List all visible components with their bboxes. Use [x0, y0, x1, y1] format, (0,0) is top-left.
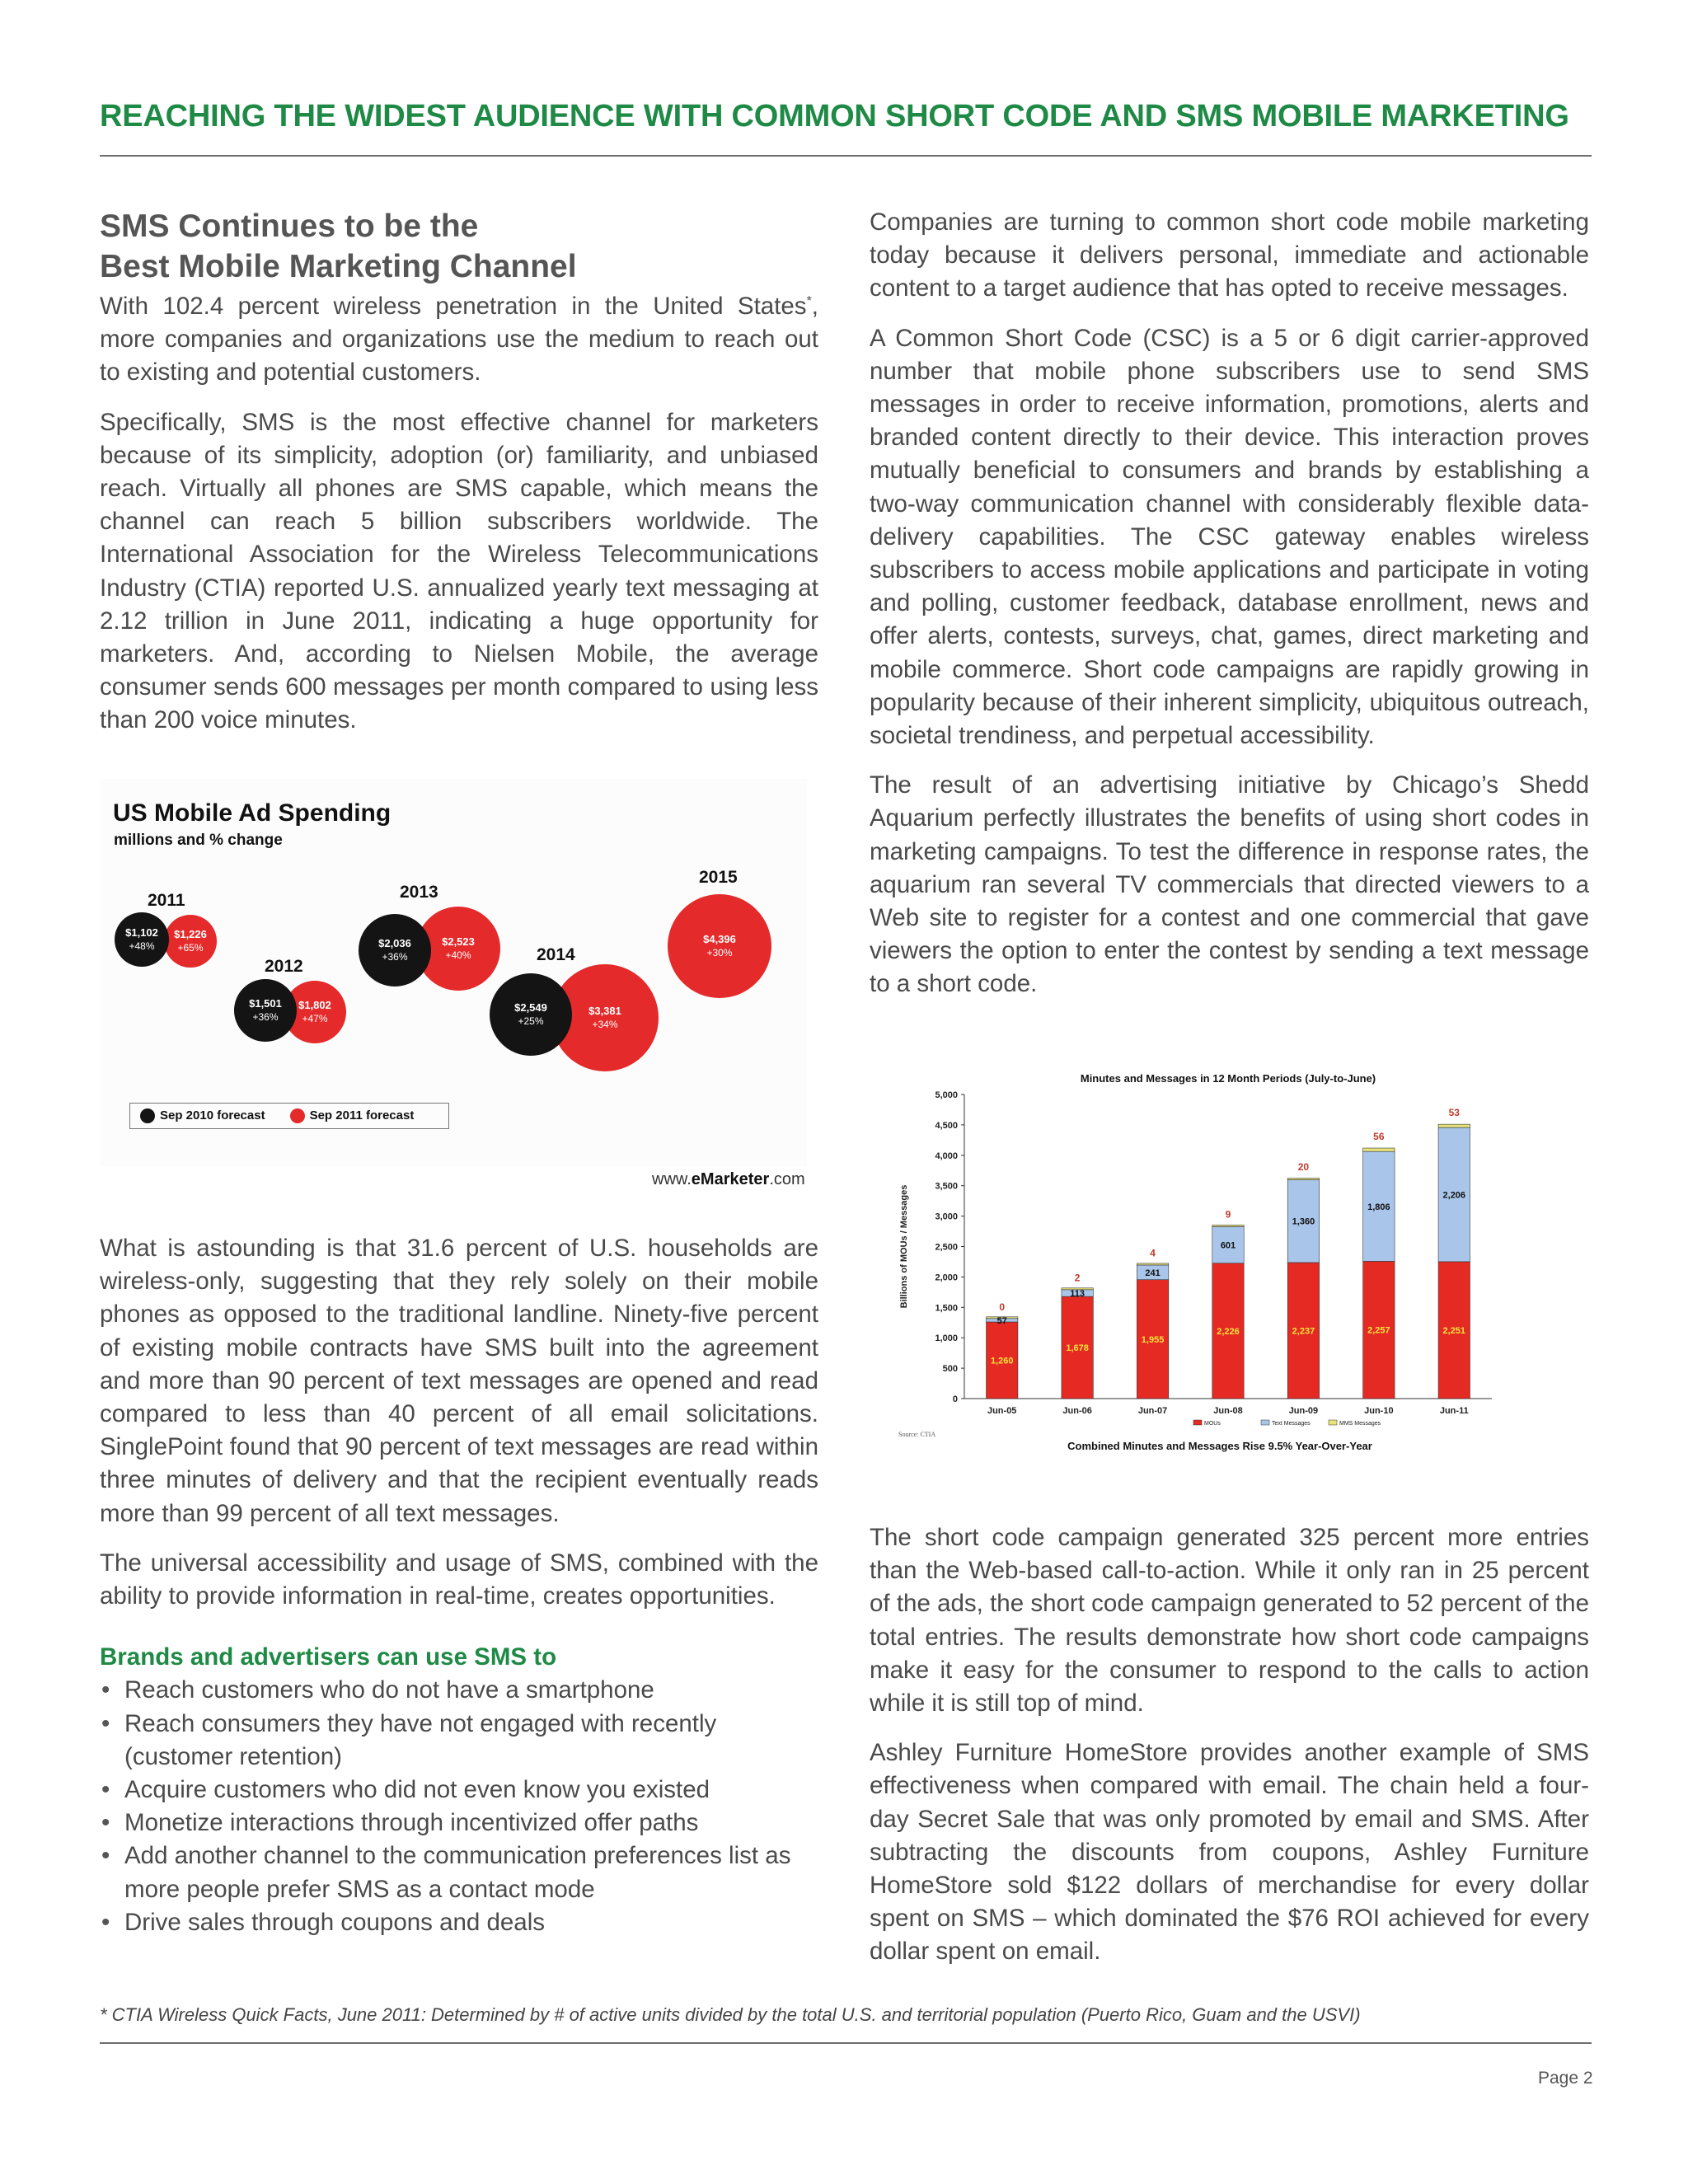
right-paragraph-4: The short code campaign generated 325 percent more entries than the Web-based call-to-action. While it only ran in 25 percent of the ads, the short code campaign generated to 52 percent of the total entries. The results demonstrate how short code campaigns make it easy for the consumer to respond to the calls to action while it is still top of mind.	[870, 1524, 1589, 1718]
data-label-mms: 20	[1297, 1161, 1310, 1174]
data-label-mous: 2,237	[1292, 1326, 1315, 1337]
us-mobile-ad-spending-figure	[100, 779, 807, 1188]
y-tick-label: 3,000	[935, 1212, 958, 1222]
brand-suffix: .com	[769, 1170, 805, 1188]
right-paragraph-1: Companies are turning to common short code mobile marketing today because it delivers personal, immediate and actionable content to a target audience that has opted to receive messages.	[870, 209, 1589, 302]
y-tick-label: 2,500	[935, 1242, 958, 1253]
minutes-messages-chart	[890, 1067, 1574, 1496]
bubble-pct: +30%	[706, 946, 733, 958]
left-paragraph-3: What is astounding is that 31.6 percent of U.S. households are wireless-only, suggesting that they rely solely on their mobile phones as opposed to the traditional landline. Ninety-five percent of existing mobile contracts have SMS built into the agreement and more than 90 percent of text messages are opened and read compared to less than 40 percent of all email solicitations. SinglePoint found that 90 percent of text messages are read within three minutes of delivery and that the recipient eventually reads more than 99 percent of all text messages.	[100, 1235, 818, 1527]
data-label-text-messages: 113	[1070, 1288, 1085, 1299]
right-paragraph-2: A Common Short Code (CSC) is a 5 or 6 digit carrier-approved number that mobile phone subscribers use to send SMS messages in order to receive information, promotions, alerts and branded content directly to their device. This interaction proves mutually beneficial to consumers and brands by establishing a two-way communication channel with considerably flexible data-delivery capabilities. The CSC gateway enables wireless subscribers to access mobile applications and participate in voting and polling, customer feedback, database enrollment, news and offer alerts, contests, surveys, chat, games, direct marketing and mobile commerce. Short code campaigns are rapidly growing in popularity because of their inherent simplicity, ubiquitous outreach, societal trendiness, and perpetual accessibility.	[870, 324, 1589, 750]
data-label-mous: 2,251	[1442, 1325, 1466, 1336]
bubble-pct: +25%	[518, 1015, 544, 1027]
p1-text: With 102.4 percent wireless penetration in the United States	[100, 293, 807, 320]
list-item: • Monetize interactions through incentivized offer paths	[100, 1807, 818, 1840]
y-tick-label: 5,000	[935, 1090, 958, 1100]
bubble-value: $2,549	[514, 1001, 547, 1015]
data-label-text-messages: 1,806	[1367, 1202, 1390, 1212]
y-tick-label: 1,500	[935, 1303, 958, 1314]
bubble-value: $2,036	[378, 937, 411, 950]
list-item: • Acquire customers who did not even know you existed	[100, 1774, 818, 1807]
left-column-lower	[100, 1232, 818, 1939]
legend-item-black	[140, 1108, 265, 1123]
x-tick-label: Jun-06	[1062, 1406, 1092, 1416]
data-label-mous: 2,257	[1367, 1325, 1390, 1336]
legend-swatch	[1193, 1420, 1202, 1425]
legend-swatch	[1261, 1420, 1269, 1425]
data-label-mous: 1,955	[1141, 1334, 1165, 1345]
bubble-value: $4,396	[703, 933, 736, 946]
y-tick-label: 1,000	[935, 1333, 958, 1344]
bubble-2013-black	[359, 914, 431, 987]
x-tick-label: Jun-05	[987, 1406, 1017, 1416]
bubble-value: $1,501	[249, 997, 282, 1010]
bubble-2011-red	[164, 915, 217, 968]
legend-label-red: Sep 2011 forecast	[309, 1108, 415, 1122]
section-heading-line2: Best Mobile Marketing Channel	[100, 249, 577, 284]
bar-mms-messages	[1137, 1263, 1168, 1265]
x-tick-label: Jun-11	[1439, 1406, 1469, 1416]
section-heading-line1: SMS Continues to be the	[100, 209, 479, 244]
bubble-2011-black	[115, 912, 169, 967]
y-tick-label: 4,500	[935, 1120, 958, 1131]
data-label-mms: 0	[999, 1301, 1006, 1313]
legend-label: Text Messages	[1272, 1421, 1311, 1427]
ad-figure-legend	[129, 1103, 449, 1129]
bubble-pct: +36%	[252, 1010, 279, 1023]
bar-mms-messages	[1363, 1148, 1395, 1151]
data-label-text-messages: 57	[996, 1315, 1007, 1326]
chart-source: Source: CTIA	[898, 1431, 936, 1438]
data-label-text-messages: 241	[1145, 1268, 1160, 1278]
x-tick-label: Jun-08	[1213, 1406, 1243, 1416]
y-tick-label: 4,000	[935, 1151, 958, 1161]
right-column-lower	[870, 1521, 1589, 1985]
legend-label-black: Sep 2010 forecast	[160, 1108, 265, 1122]
brands-bullet-list	[100, 1674, 818, 1939]
data-label-mous: 2,226	[1217, 1326, 1240, 1337]
y-tick-label: 3,500	[935, 1181, 958, 1192]
bubble-pct: +36%	[382, 950, 408, 963]
bubble-2015-red	[668, 894, 771, 998]
bar-mms-messages	[1212, 1225, 1244, 1226]
chart-subtitle: Combined Minutes and Messages Rise 9.5% Year-Over-Year	[1067, 1440, 1372, 1452]
list-item: • Reach consumers they have not engaged with recently (customer retention)	[100, 1708, 818, 1774]
left-column	[100, 206, 818, 754]
year-label-2014: 2014	[537, 945, 575, 964]
bubble-pct: +40%	[445, 949, 471, 961]
bubble-2014-black	[490, 973, 572, 1056]
bubble-2012-black	[234, 979, 297, 1042]
legend-dot-black	[140, 1108, 155, 1123]
footer-rule	[100, 2042, 1592, 2044]
year-label-2015: 2015	[699, 868, 738, 887]
year-label-2013: 2013	[400, 883, 438, 902]
year-label-2011: 2011	[148, 891, 185, 910]
y-axis-label: Billions of MOUs / Messages	[899, 1184, 909, 1309]
right-column	[870, 206, 1589, 1018]
page-number: Page 2	[1538, 2069, 1593, 2088]
bubble-value: $1,802	[298, 999, 331, 1012]
brand-prefix: www.	[652, 1170, 692, 1188]
bar-mms-messages	[1287, 1179, 1319, 1180]
bubble-pct: +47%	[302, 1012, 328, 1024]
ad-figure-title: US Mobile Ad Spending	[113, 799, 392, 827]
data-label-text-messages: 2,206	[1442, 1190, 1466, 1201]
legend-label: MOUs	[1204, 1421, 1221, 1427]
list-item: • Reach customers who do not have a smartphone	[100, 1674, 818, 1707]
page-header-title: REACHING THE WIDEST AUDIENCE WITH COMMON SHORT CODE AND SMS MOBILE MARKETING	[100, 99, 1569, 134]
ad-figure-subtitle: millions and % change	[114, 832, 283, 849]
data-label-text-messages: 1,360	[1292, 1216, 1315, 1227]
right-paragraph-3: The result of an advertising initiative by Chicago’s Shedd Aquarium perfectly illustrates the benefits of using short codes in marketing campaigns. To test the difference in response rates, the aquarium ran several TV commercials that directed viewers to a Web site to register for a contest and one commercial that gave viewers the option to enter the contest by sending a text message to a short code.	[870, 771, 1589, 998]
legend-label: MMS Messages	[1339, 1421, 1381, 1427]
y-tick-label: 500	[942, 1364, 958, 1375]
left-paragraph-4: The universal accessibility and usage of SMS, combined with the ability to provide information in real-time, creates opportunities.	[100, 1549, 818, 1610]
y-tick-label: 2,000	[935, 1272, 958, 1283]
list-item: • Drive sales through coupons and deals	[100, 1906, 818, 1939]
data-label-mms: 2	[1074, 1272, 1081, 1284]
data-label-mms: 53	[1448, 1107, 1460, 1119]
data-label-mous: 1,260	[990, 1356, 1014, 1366]
x-tick-label: Jun-09	[1288, 1406, 1319, 1416]
bubble-pct: +48%	[129, 940, 155, 952]
x-tick-label: Jun-07	[1137, 1406, 1168, 1416]
legend-swatch	[1329, 1420, 1337, 1425]
data-label-text-messages: 601	[1220, 1240, 1236, 1251]
data-label-mms: 4	[1150, 1247, 1156, 1259]
right-paragraph-5: Ashley Furniture HomeStore provides another example of SMS effectiveness when compared with email. The chain held a four-day Secret Sale that was only promoted by email and SMS. After subtracting the discounts from coupons, Ashley Furniture HomeStore sold $122 dollars of merchandise for every dollar spent on SMS – which dominated the $76 ROI achieved for every dollar spent on email.	[870, 1739, 1589, 1966]
section-heading	[100, 206, 818, 287]
left-paragraph-2: Specifically, SMS is the most effective channel for marketers because of its simplicity, adoption (or) familiarity, and unbiased reach. Virtually all phones are SMS capable, which means the channel can reach 5 billion subscribers worldwide. The International Association for the Wireless Telecommunications Industry (CTIA) reported U.S. annualized yearly text messaging at 2.12 trillion in June 2011, indicating a huge opportunity for marketers. And, according to Nielsen Mobile, the average consumer sends 600 messages per month compared to using less than 200 voice minutes.	[100, 408, 818, 734]
y-tick-label: 0	[952, 1394, 958, 1404]
bubble-value: $1,102	[125, 926, 158, 940]
footnote-marker: *	[806, 294, 812, 309]
left-paragraph-1	[100, 290, 818, 390]
list-item: • Add another channel to the communication preferences list as more people prefer SMS as a contact mode	[100, 1840, 818, 1905]
legend-item-red	[290, 1108, 415, 1123]
bubble-value: $1,226	[174, 928, 207, 941]
brand-bold: eMarketer	[691, 1170, 770, 1188]
data-label-mms: 9	[1225, 1208, 1231, 1221]
legend-dot-red	[290, 1108, 305, 1123]
data-label-mms: 56	[1373, 1131, 1385, 1143]
bubble-pct: +65%	[177, 941, 204, 954]
chart-title: Minutes and Messages in 12 Month Periods (July-to-June)	[1080, 1072, 1376, 1085]
brands-heading: Brands and advertisers can use SMS to	[100, 1643, 557, 1671]
emarketer-credit	[652, 1170, 805, 1189]
p1-rest: , more companies and organizations use the medium to reach out to existing and potential customers.	[100, 293, 818, 387]
bubble-pct: +34%	[592, 1018, 618, 1030]
year-label-2012: 2012	[265, 957, 303, 976]
bubble-value: $2,523	[442, 935, 475, 949]
data-label-mous: 1,678	[1066, 1343, 1089, 1354]
x-tick-label: Jun-10	[1364, 1406, 1394, 1416]
bar-mms-messages	[1438, 1124, 1470, 1127]
header-rule	[100, 155, 1592, 157]
bubble-value: $3,381	[588, 1005, 621, 1018]
footnote: * CTIA Wireless Quick Facts, June 2011: Determined by # of active units divided by the total U.S. and territorial population (Puerto Rico, Guam and the USVI)	[100, 2004, 1361, 2025]
chart-svg	[890, 1067, 1574, 1496]
